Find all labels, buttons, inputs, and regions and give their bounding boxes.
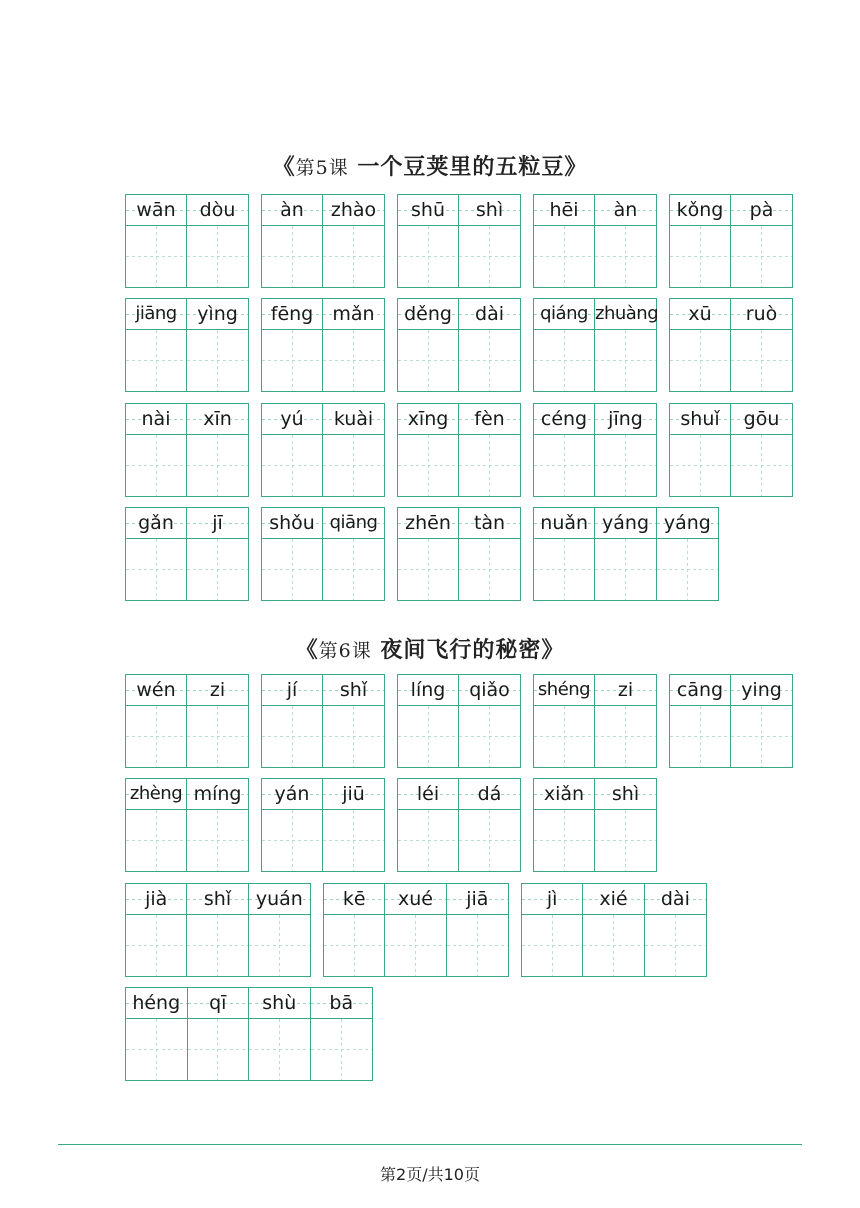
character-cell xyxy=(262,404,323,496)
pinyin-label: yuán xyxy=(249,884,310,915)
pinyin-label: yáng xyxy=(657,508,718,539)
writing-square[interactable] xyxy=(126,226,186,287)
writing-square[interactable] xyxy=(595,330,656,391)
pinyin-label: xīng xyxy=(398,404,458,435)
pinyin-label: kuài xyxy=(323,404,384,435)
pinyin-label: fèn xyxy=(459,404,520,435)
character-cell xyxy=(187,508,248,600)
writing-square[interactable] xyxy=(534,810,594,871)
pinyin-label: xū xyxy=(670,299,730,330)
pinyin-label: shǐ xyxy=(323,675,384,706)
pinyin-label: dòu xyxy=(187,195,248,226)
pinyin-label: shéng xyxy=(534,675,594,706)
pinyin-label: jiū xyxy=(323,779,384,810)
character-cell xyxy=(323,299,384,391)
character-cell xyxy=(187,779,248,871)
writing-square[interactable] xyxy=(595,810,656,871)
word-box xyxy=(125,987,373,1081)
character-cell xyxy=(534,299,595,391)
writing-square[interactable] xyxy=(459,226,520,287)
character-cell xyxy=(459,404,520,496)
pinyin-label: zhuàng xyxy=(595,299,656,330)
writing-square[interactable] xyxy=(657,539,718,600)
lesson-number: 第6课 xyxy=(318,640,372,662)
character-cell xyxy=(534,508,595,600)
character-cell xyxy=(459,195,520,287)
writing-square[interactable] xyxy=(731,706,792,767)
character-cell xyxy=(249,884,310,976)
character-cell xyxy=(398,404,459,496)
word-box xyxy=(533,403,657,497)
pinyin-label: àn xyxy=(595,195,656,226)
writing-square[interactable] xyxy=(323,435,384,496)
writing-square[interactable] xyxy=(595,226,656,287)
writing-square[interactable] xyxy=(126,330,186,391)
character-cell xyxy=(583,884,644,976)
word-box xyxy=(397,194,521,288)
character-cell xyxy=(323,195,384,287)
pinyin-label: děng xyxy=(398,299,458,330)
writing-square[interactable] xyxy=(187,226,248,287)
word-box xyxy=(397,507,521,601)
writing-square[interactable] xyxy=(126,810,186,871)
character-cell xyxy=(522,884,583,976)
pinyin-label: mǎn xyxy=(323,299,384,330)
character-cell xyxy=(323,404,384,496)
pinyin-label: qī xyxy=(188,988,249,1019)
writing-square[interactable] xyxy=(534,706,594,767)
word-box xyxy=(125,194,249,288)
word-box xyxy=(397,298,521,392)
writing-square[interactable] xyxy=(311,1019,373,1080)
writing-square[interactable] xyxy=(595,539,655,600)
character-cell xyxy=(126,884,187,976)
character-cell xyxy=(323,508,384,600)
pinyin-label: bā xyxy=(311,988,373,1019)
pinyin-label: gǎn xyxy=(126,508,186,539)
writing-square[interactable] xyxy=(262,435,322,496)
writing-square[interactable] xyxy=(398,330,458,391)
word-box xyxy=(261,778,385,872)
pinyin-label: xiǎn xyxy=(534,779,594,810)
writing-square[interactable] xyxy=(534,330,594,391)
pinyin-label: ying xyxy=(731,675,792,706)
character-cell xyxy=(595,404,656,496)
pinyin-label: qiáng xyxy=(534,299,594,330)
writing-square[interactable] xyxy=(126,706,186,767)
word-box xyxy=(669,194,793,288)
word-box xyxy=(261,507,385,601)
title-prefix: 《 xyxy=(295,638,319,663)
pinyin-label: yú xyxy=(262,404,322,435)
writing-square[interactable] xyxy=(126,539,186,600)
pinyin-label: shǐ xyxy=(187,884,247,915)
pinyin-label: ruò xyxy=(731,299,792,330)
character-cell xyxy=(187,404,248,496)
writing-square[interactable] xyxy=(323,810,384,871)
writing-square[interactable] xyxy=(670,435,730,496)
character-cell xyxy=(731,404,792,496)
writing-square[interactable] xyxy=(398,226,458,287)
character-cell xyxy=(126,195,187,287)
writing-square[interactable] xyxy=(262,226,322,287)
pinyin-label: yán xyxy=(262,779,322,810)
pinyin-label: kǒng xyxy=(670,195,730,226)
word-box xyxy=(669,298,793,392)
character-cell xyxy=(398,779,459,871)
writing-square[interactable] xyxy=(459,330,520,391)
word-box xyxy=(533,778,657,872)
pinyin-label: jì xyxy=(522,884,582,915)
pinyin-label: dài xyxy=(459,299,520,330)
writing-square[interactable] xyxy=(126,435,186,496)
pinyin-label: míng xyxy=(187,779,248,810)
character-cell xyxy=(385,884,446,976)
character-cell xyxy=(670,404,731,496)
pinyin-label: cāng xyxy=(670,675,730,706)
pinyin-label: dài xyxy=(645,884,706,915)
word-box xyxy=(669,403,793,497)
character-cell xyxy=(447,884,508,976)
word-box xyxy=(125,507,249,601)
character-cell xyxy=(731,675,792,767)
writing-square[interactable] xyxy=(447,915,508,976)
character-cell xyxy=(670,299,731,391)
writing-square[interactable] xyxy=(324,915,384,976)
character-cell xyxy=(126,779,187,871)
writing-square[interactable] xyxy=(670,706,730,767)
character-cell xyxy=(187,195,248,287)
writing-square[interactable] xyxy=(731,330,792,391)
character-cell xyxy=(126,508,187,600)
pinyin-label: pà xyxy=(731,195,792,226)
writing-square[interactable] xyxy=(534,226,594,287)
pinyin-label: shù xyxy=(249,988,310,1019)
character-cell xyxy=(398,299,459,391)
writing-square[interactable] xyxy=(187,810,248,871)
pinyin-label: gōu xyxy=(731,404,792,435)
writing-square[interactable] xyxy=(126,915,186,976)
pinyin-label: xié xyxy=(583,884,643,915)
character-cell xyxy=(398,195,459,287)
character-cell xyxy=(731,299,792,391)
word-box xyxy=(533,507,719,601)
character-cell xyxy=(534,675,595,767)
pinyin-label: líng xyxy=(398,675,458,706)
word-box xyxy=(125,674,249,768)
writing-square[interactable] xyxy=(645,915,706,976)
character-cell xyxy=(262,779,323,871)
word-box xyxy=(397,674,521,768)
writing-square[interactable] xyxy=(187,706,248,767)
pinyin-label: jī xyxy=(187,508,248,539)
page-number: 第2页/共10页 xyxy=(380,1165,480,1184)
word-box xyxy=(261,674,385,768)
pinyin-label: céng xyxy=(534,404,594,435)
character-cell xyxy=(187,675,248,767)
lesson-5-title xyxy=(0,150,860,181)
writing-square[interactable] xyxy=(398,539,458,600)
writing-square[interactable] xyxy=(187,915,247,976)
character-cell xyxy=(459,299,520,391)
pinyin-label: jiāng xyxy=(126,299,186,330)
character-cell xyxy=(595,675,656,767)
word-box xyxy=(533,298,657,392)
pinyin-label: tàn xyxy=(459,508,520,539)
footer-divider xyxy=(58,1144,802,1145)
pinyin-label: zi xyxy=(595,675,656,706)
pinyin-label: kē xyxy=(324,884,384,915)
character-cell xyxy=(262,299,323,391)
pinyin-label: zhēn xyxy=(398,508,458,539)
pinyin-label: shuǐ xyxy=(670,404,730,435)
character-cell xyxy=(188,988,250,1080)
character-cell xyxy=(249,988,311,1080)
writing-square[interactable] xyxy=(126,1019,187,1080)
character-cell xyxy=(670,675,731,767)
character-cell xyxy=(262,195,323,287)
character-cell xyxy=(262,675,323,767)
pinyin-label: nài xyxy=(126,404,186,435)
lesson-6-title xyxy=(0,633,860,664)
writing-square[interactable] xyxy=(670,226,730,287)
pinyin-label: jí xyxy=(262,675,322,706)
lesson-name: 夜间飞行的秘密》 xyxy=(380,638,565,663)
writing-square[interactable] xyxy=(187,435,248,496)
character-cell xyxy=(657,508,718,600)
character-cell xyxy=(595,195,656,287)
character-cell xyxy=(459,779,520,871)
character-cell xyxy=(126,299,187,391)
writing-square[interactable] xyxy=(323,330,384,391)
character-cell xyxy=(595,508,656,600)
word-box xyxy=(261,403,385,497)
word-box xyxy=(397,403,521,497)
writing-square[interactable] xyxy=(262,706,322,767)
writing-square[interactable] xyxy=(534,435,594,496)
pinyin-label: dá xyxy=(459,779,520,810)
writing-square[interactable] xyxy=(249,915,310,976)
writing-square[interactable] xyxy=(187,330,248,391)
character-cell xyxy=(323,675,384,767)
writing-square[interactable] xyxy=(731,226,792,287)
word-box xyxy=(125,298,249,392)
writing-square[interactable] xyxy=(731,435,792,496)
pinyin-label: jiā xyxy=(447,884,508,915)
writing-square[interactable] xyxy=(398,810,458,871)
word-box xyxy=(521,883,707,977)
pinyin-label: qiāng xyxy=(323,508,384,539)
writing-square[interactable] xyxy=(262,539,322,600)
writing-square[interactable] xyxy=(249,1019,310,1080)
character-cell xyxy=(126,988,188,1080)
character-cell xyxy=(534,195,595,287)
character-cell xyxy=(324,884,385,976)
pinyin-label: yìng xyxy=(187,299,248,330)
pinyin-label: shì xyxy=(595,779,656,810)
pinyin-label: shū xyxy=(398,195,458,226)
word-box xyxy=(323,883,509,977)
pinyin-label: zhào xyxy=(323,195,384,226)
word-box xyxy=(669,674,793,768)
writing-square[interactable] xyxy=(595,706,656,767)
writing-square[interactable] xyxy=(670,330,730,391)
pinyin-label: shǒu xyxy=(262,508,322,539)
word-box xyxy=(125,883,311,977)
writing-square[interactable] xyxy=(323,539,384,600)
character-cell xyxy=(595,779,656,871)
character-cell xyxy=(311,988,373,1080)
pinyin-label: hēi xyxy=(534,195,594,226)
pinyin-label: héng xyxy=(126,988,187,1019)
character-cell xyxy=(126,675,187,767)
pinyin-label: nuǎn xyxy=(534,508,594,539)
character-cell xyxy=(187,884,248,976)
character-cell xyxy=(398,508,459,600)
character-cell xyxy=(670,195,731,287)
writing-square[interactable] xyxy=(385,915,445,976)
word-box xyxy=(533,194,657,288)
writing-square[interactable] xyxy=(323,226,384,287)
writing-square[interactable] xyxy=(262,330,322,391)
pinyin-label: jīng xyxy=(595,404,656,435)
writing-square[interactable] xyxy=(459,706,520,767)
pinyin-label: léi xyxy=(398,779,458,810)
lesson-name: 一个豆荚里的五粒豆》 xyxy=(357,155,588,180)
writing-square[interactable] xyxy=(595,435,656,496)
pinyin-label: shì xyxy=(459,195,520,226)
pinyin-label: fēng xyxy=(262,299,322,330)
writing-square[interactable] xyxy=(583,915,643,976)
character-cell xyxy=(731,195,792,287)
writing-square[interactable] xyxy=(262,810,322,871)
character-cell xyxy=(459,508,520,600)
pinyin-label: zhèng xyxy=(126,779,186,810)
character-cell xyxy=(534,404,595,496)
title-prefix: 《 xyxy=(272,155,296,180)
writing-square[interactable] xyxy=(398,706,458,767)
writing-square[interactable] xyxy=(459,539,520,600)
character-cell xyxy=(187,299,248,391)
pinyin-label: yáng xyxy=(595,508,655,539)
character-cell xyxy=(534,779,595,871)
pinyin-label: àn xyxy=(262,195,322,226)
writing-square[interactable] xyxy=(459,810,520,871)
character-cell xyxy=(398,675,459,767)
pinyin-label: zi xyxy=(187,675,248,706)
lesson-number: 第5课 xyxy=(295,157,349,179)
word-box xyxy=(261,298,385,392)
word-box xyxy=(397,778,521,872)
pinyin-label: xīn xyxy=(187,404,248,435)
writing-square[interactable] xyxy=(534,539,594,600)
pinyin-label: wén xyxy=(126,675,186,706)
character-cell xyxy=(645,884,706,976)
character-cell xyxy=(459,675,520,767)
character-cell xyxy=(595,299,659,391)
word-box xyxy=(533,674,657,768)
pinyin-label: jià xyxy=(126,884,186,915)
writing-square[interactable] xyxy=(187,539,248,600)
character-cell xyxy=(262,508,323,600)
character-cell xyxy=(323,779,384,871)
word-box xyxy=(125,778,249,872)
writing-square[interactable] xyxy=(398,435,458,496)
word-box xyxy=(125,403,249,497)
writing-square[interactable] xyxy=(522,915,582,976)
writing-square[interactable] xyxy=(459,435,520,496)
character-cell xyxy=(126,404,187,496)
writing-square[interactable] xyxy=(188,1019,249,1080)
pinyin-label: xué xyxy=(385,884,445,915)
writing-square[interactable] xyxy=(323,706,384,767)
pinyin-label: wān xyxy=(126,195,186,226)
pinyin-label: qiǎo xyxy=(459,675,520,706)
word-box xyxy=(261,194,385,288)
